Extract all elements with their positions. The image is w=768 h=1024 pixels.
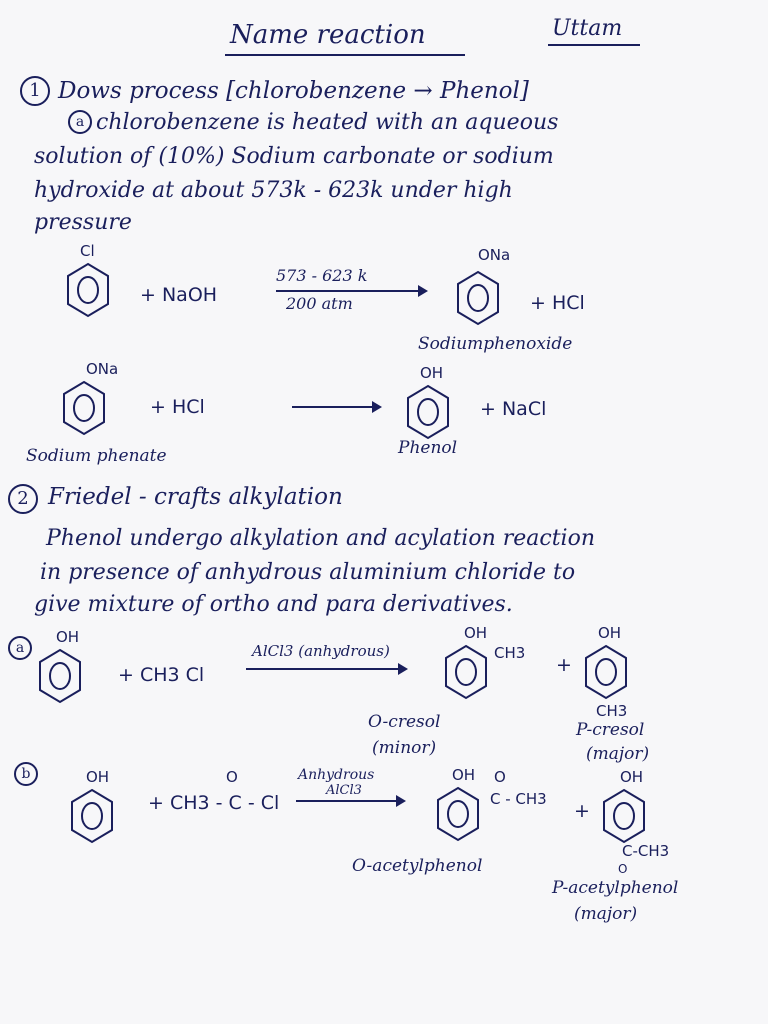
o-acetylphenol-group: C - CH3	[490, 790, 547, 808]
author-underline	[548, 44, 640, 46]
section2-heading: Friedel - crafts alkylation	[48, 484, 343, 510]
acetyl-chloride-reagent: + CH3 - C - Cl	[148, 792, 280, 814]
o-acetylphenol-o: O	[494, 768, 506, 786]
sodium-phenoxide-ring	[456, 270, 500, 326]
page-title: Name reaction	[230, 20, 426, 50]
o-cresol-ch3-label: CH3	[494, 644, 526, 662]
o-cresol-name: O-cresol	[368, 712, 441, 732]
alcl3-condition-b: AlCl3	[326, 783, 362, 798]
phenol-a-ring	[38, 648, 82, 704]
section-number-2: 2	[8, 484, 38, 514]
ch3cl-reagent: + CH3 Cl	[118, 664, 205, 686]
hcl-reagent: + HCl	[150, 396, 205, 418]
section-number-1: 1	[20, 76, 50, 106]
p-acetylphenol-name: P-acetylphenol	[552, 878, 679, 898]
title-underline	[225, 54, 465, 56]
nacl-byproduct: + NaCl	[480, 398, 547, 420]
sub-marker-a: a	[68, 110, 92, 134]
p-acetylphenol-o: O	[618, 862, 628, 876]
section1-heading: Dows process [chlorobenzene → Phenol]	[58, 78, 529, 104]
sodium-phenoxide-name: Sodiumphenoxide	[418, 334, 573, 354]
reaction-arrow	[276, 290, 426, 292]
section1-line2: solution of (10%) Sodium carbonate or sodium	[34, 144, 554, 169]
sodium-phenate-ring	[62, 380, 106, 436]
p-cresol-ring	[584, 644, 628, 700]
author-name: Uttam	[552, 16, 623, 41]
p-cresol-note: (major)	[586, 744, 650, 764]
product-ona-label: ONa	[478, 246, 511, 264]
p-cresol-oh-label: OH	[598, 624, 622, 642]
plus-sign-a: +	[556, 654, 572, 676]
p-acetylphenol-group: C-CH3	[622, 842, 670, 860]
alcl3-condition: AlCl3 (anhydrous)	[252, 642, 390, 660]
plus-sign-b: +	[574, 800, 590, 822]
o-cresol-note: (minor)	[372, 738, 437, 758]
reaction-arrow-b	[296, 800, 404, 802]
reactant-ona-label: ONa	[86, 360, 119, 378]
phenol-ring	[406, 384, 450, 440]
phenol-name: Phenol	[398, 438, 458, 458]
p-cresol-ch3-label: CH3	[596, 702, 628, 720]
section1-line1: chlorobenzene is heated with an aqueous	[96, 110, 559, 135]
sodium-phenate-name: Sodium phenate	[26, 446, 167, 466]
reaction-arrow-2	[292, 406, 380, 408]
section2-line1: Phenol undergo alkylation and acylation reaction	[46, 526, 595, 551]
o-cresol-oh-label: OH	[464, 624, 488, 642]
phenol-a-oh-label: OH	[56, 628, 80, 646]
reaction-arrow-a	[246, 668, 406, 670]
section2-line2: in presence of anhydrous aluminium chloride to	[40, 560, 576, 585]
phenol-oh-label: OH	[420, 364, 444, 382]
p-acetylphenol-oh-label: OH	[620, 768, 644, 786]
chlorobenzene-cl-label: Cl	[80, 242, 95, 260]
phenol-b-ring	[70, 788, 114, 844]
section2-line3: give mixture of ortho and para derivatives.	[34, 592, 513, 617]
section1-line4: pressure	[34, 210, 132, 235]
anhydrous-condition: Anhydrous	[298, 767, 375, 783]
phenol-b-oh-label: OH	[86, 768, 110, 786]
p-acetylphenol-note: (major)	[574, 904, 638, 924]
o-acetylphenol-name: O-acetylphenol	[352, 856, 483, 876]
sub-marker-a2: a	[8, 636, 32, 660]
hcl-byproduct: + HCl	[530, 292, 585, 314]
chlorobenzene-ring	[66, 262, 110, 318]
p-cresol-name: P-cresol	[576, 720, 645, 740]
condition-temperature: 573 - 623 k	[276, 266, 368, 285]
naoh-reagent: + NaOH	[140, 284, 218, 306]
acetyl-chloride-o: O	[226, 768, 238, 786]
p-acetylphenol-ring	[602, 788, 646, 844]
condition-pressure: 200 atm	[286, 294, 353, 313]
sub-marker-b: b	[14, 762, 38, 786]
o-acetylphenol-ring	[436, 786, 480, 842]
o-acetylphenol-oh-label: OH	[452, 766, 476, 784]
o-cresol-ring	[444, 644, 488, 700]
section1-line3: hydroxide at about 573k - 623k under high	[34, 178, 513, 203]
